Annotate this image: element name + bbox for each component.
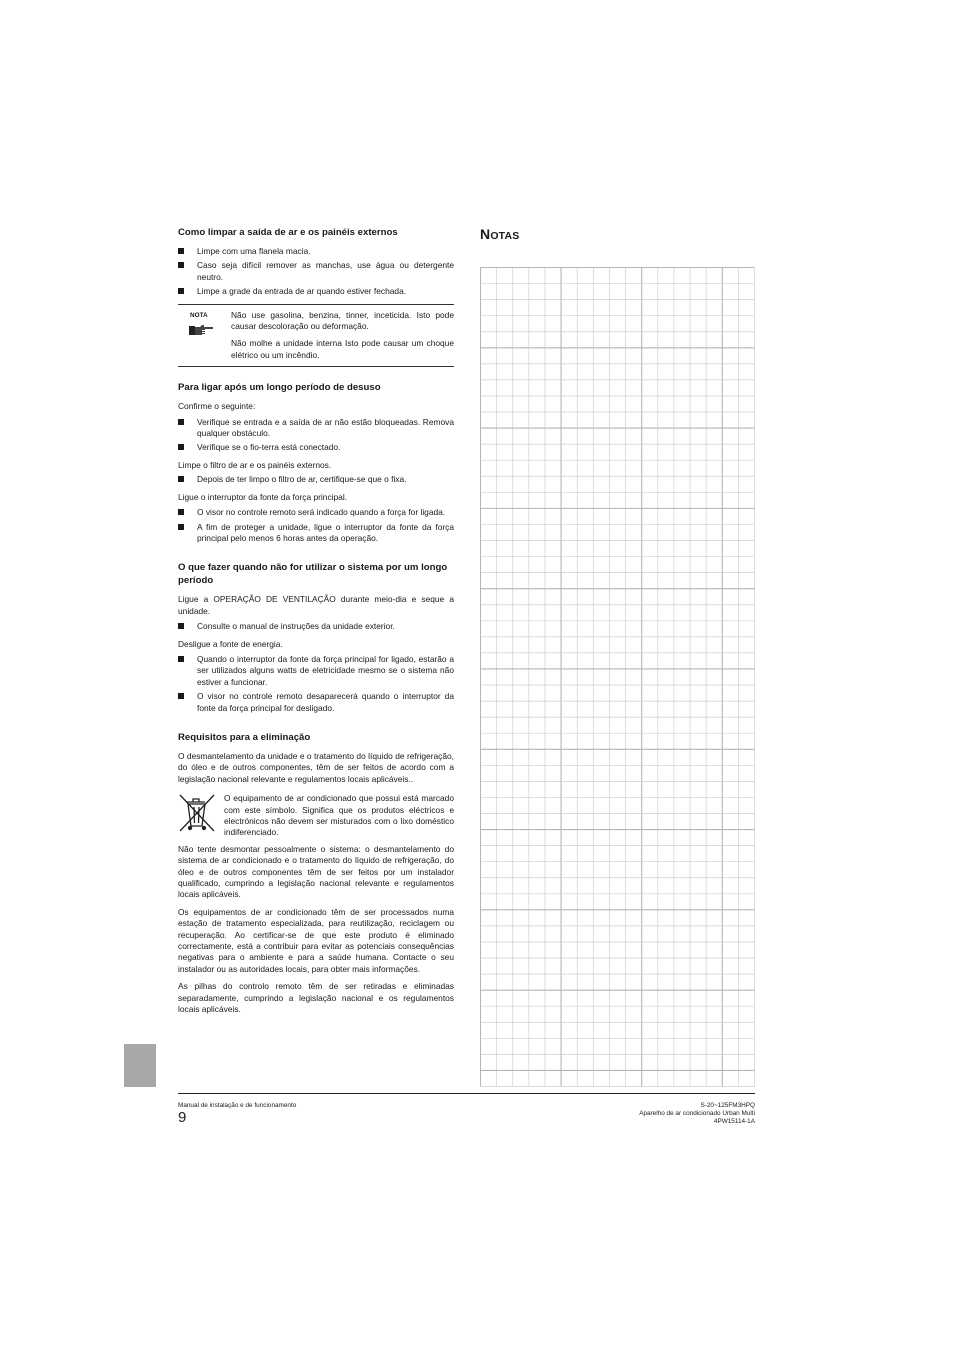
section-title-long-period: O que fazer quando não for utilizar o sistema por um longo período bbox=[178, 562, 448, 587]
note-box bbox=[178, 304, 454, 368]
notes-grid bbox=[480, 267, 755, 1087]
list-item: Consulte o manual de instruções da unidade exterior. bbox=[178, 621, 454, 632]
footer-product-name: Aparelho de ar condicionado Urban Multi bbox=[639, 1110, 755, 1117]
pointing-hand-icon bbox=[188, 322, 214, 338]
footer-doc-code: 4PW15114-1A bbox=[713, 1118, 755, 1125]
paragraph: O desmantelamento da unidade e o tratamento do líquido de refrigeração, do óleo e de outros componentes, têm de ser feitos de acordo com a legislação nacional relevante e regulamentos locais aplicáveis.. bbox=[178, 750, 454, 784]
note-text-1: Não use gasolina, benzina, tinner, inceticida. Isto pode causar descoloração ou deformação. bbox=[231, 309, 454, 332]
paragraph: Os equipamentos de ar condicionado têm de ser processados numa estação de tratamento especializada, para reutilização, reciclagem ou recuperação. Ao certificar-se de que este produto é eliminado correctamente, está a contribuir para evitar as potenciais consequências negativas para o ambiente e para a saúde humana. Contacte o seu instalador ou as autoridades locais, para obter mais informações. bbox=[178, 906, 454, 974]
restart-list-2 bbox=[178, 474, 454, 485]
list-item: Depois de ter limpo o filtro de ar, certifique-se que o fixa. bbox=[178, 474, 454, 485]
list-item: A fim de proteger a unidade, ligue o interruptor da fonte da força principal pelo menos 6 horas antes da operação. bbox=[178, 522, 454, 545]
footer-model: S-20~125FM3HPQ bbox=[700, 1102, 755, 1109]
side-tab bbox=[124, 1044, 156, 1087]
list-item: O visor no controle remoto desaparecerá quando o interruptor da fonte da força principal for desligado. bbox=[178, 691, 454, 714]
list-item: Verifique se o fio-terra está conectado. bbox=[178, 442, 454, 453]
paragraph: Ligue o interruptor da fonte da força principal. bbox=[178, 491, 348, 502]
paragraph: As pilhas do controlo remoto têm de ser retiradas e eliminadas separadamente, cumprindo a legislação nacional e os regulamentos locais aplicáveis. bbox=[178, 981, 454, 1015]
list-item: Verifique se entrada e a saída de ar não estão bloqueadas. Remova qualquer obstáculo. bbox=[178, 417, 454, 440]
weee-text: O equipamento de ar condicionado que possui está marcado com este símbolo. Significa que os produtos eléctricos e electrónicos não devem ser misturados com o lixo doméstico indiferenciado. bbox=[224, 793, 454, 838]
section-title-cleaning: Como limpar a saída de ar e os painéis externos bbox=[178, 227, 398, 238]
list-item: Caso seja difícil remover as manchas, use água ou detergente neutro. bbox=[178, 260, 454, 283]
restart-list-1 bbox=[178, 417, 454, 454]
list-item: Limpe a grade da entrada de ar quando estiver fechada. bbox=[178, 286, 454, 297]
note-text-2: Não molhe a unidade interna Isto pode causar um choque elétrico ou um incêndio. bbox=[231, 338, 454, 360]
page-number: 9 bbox=[178, 1109, 187, 1126]
list-item: O visor no controle remoto será indicado quando a força for ligada. bbox=[178, 507, 454, 518]
paragraph: Confirme o seguinte: bbox=[178, 401, 256, 412]
note-label: NOTA bbox=[190, 311, 208, 319]
footer-rule bbox=[178, 1093, 755, 1094]
paragraph: Ligue a OPERAÇÃO DE VENTILAÇÃO durante meio-dia e seque a unidade. bbox=[178, 594, 454, 616]
restart-list-3 bbox=[178, 507, 454, 544]
paragraph: Não tente desmontar pessoalmente o sistema: o desmantelamento do sistema de ar condicionado e o tratamento do líquido de refrigeração, do óleo e de outros componentes têm de ser feitos por um instalador qualificado, cumprindo a legislação nacional relevante e regulamentos locais aplicáveis. bbox=[178, 843, 454, 900]
cleaning-list bbox=[178, 246, 454, 298]
footer-manual-title: Manual de instalação e de funcionamento bbox=[178, 1102, 297, 1109]
section-title-disposal: Requisitos para a eliminação bbox=[178, 731, 311, 743]
section-title-restart: Para ligar após um longo período de desuso bbox=[178, 382, 381, 394]
long-period-list-2 bbox=[178, 654, 454, 714]
notes-title: NOTAS bbox=[480, 226, 520, 242]
list-item: Limpe com uma flanela macia. bbox=[178, 246, 454, 257]
footer-product-info bbox=[639, 1102, 755, 1126]
weee-block bbox=[178, 793, 454, 839]
crossed-out-wheelie-bin-icon bbox=[178, 793, 216, 833]
long-period-list-1 bbox=[178, 621, 454, 632]
left-column bbox=[178, 226, 454, 1016]
paragraph: Limpe o filtro de ar e os painéis externos. bbox=[178, 459, 332, 470]
paragraph: Desligue a fonte de energia. bbox=[178, 638, 283, 649]
list-item: Quando o interruptor da fonte da força principal for ligado, estarão a ser utilizados alguns watts de eletricidade mesmo se o sistema não estiver a funcionar. bbox=[178, 654, 454, 688]
